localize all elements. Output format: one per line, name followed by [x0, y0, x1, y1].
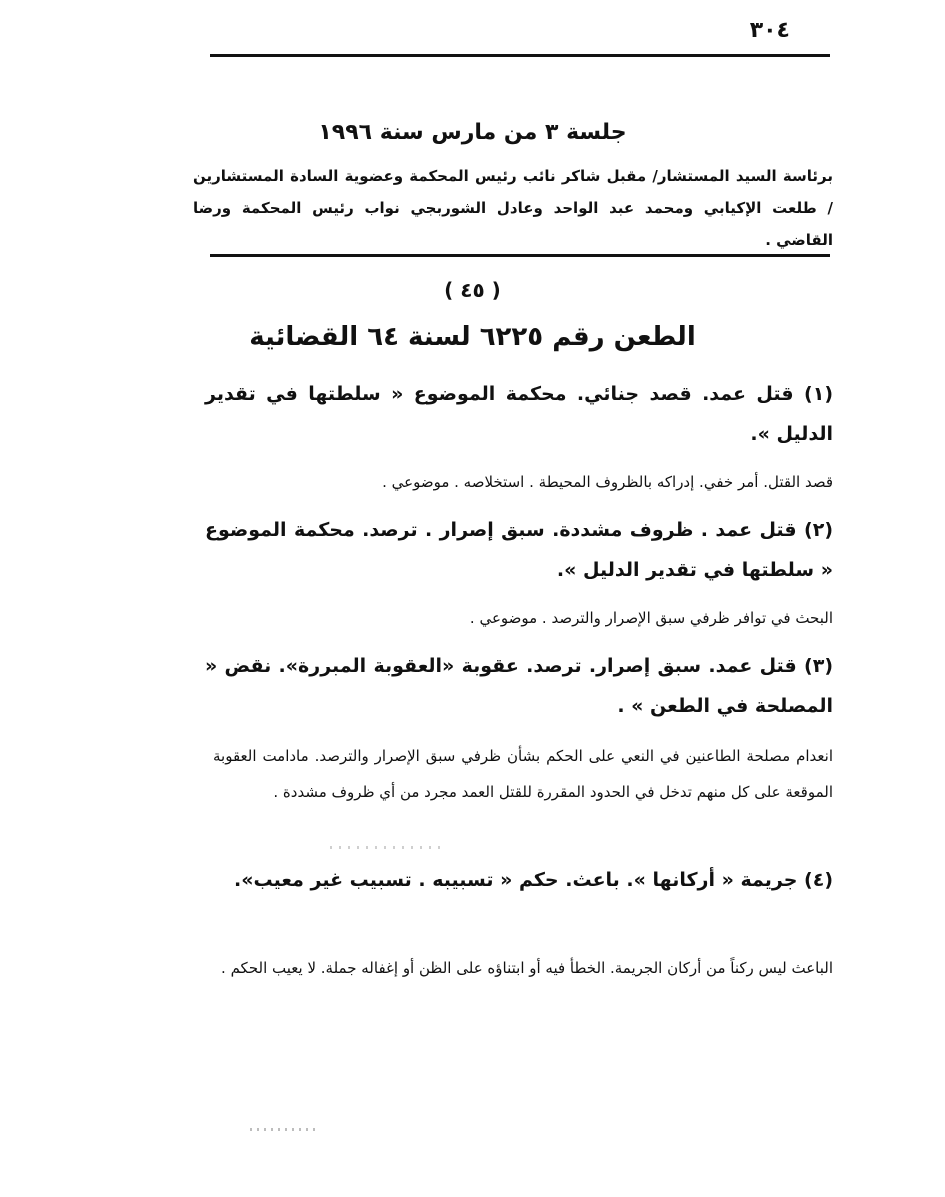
principle-heading-1: (١) قتل عمد. قصد جنائي. محكمة الموضوع « سلطتها في تقدير الدليل ».: [205, 383, 833, 445]
case-number: ( ٤٥ ): [444, 278, 501, 302]
principle-heading-4: (٤) جريمة « أركانها ». باعث. حكم « تسبيبه . تسبيب غير معيب».: [234, 869, 833, 891]
top-divider: [210, 54, 830, 57]
section-divider: [210, 254, 830, 257]
appeal-title: الطعن رقم ٦٢٢٥ لسنة ٦٤ القضائية: [249, 322, 696, 352]
principle-heading-3: (٣) قتل عمد. سبق إصرار. ترصد. عقوبة «العقوبة المبررة». نقض « المصلحة في الطعن » .: [205, 655, 833, 717]
scan-noise: [330, 846, 440, 849]
scan-noise: [250, 1128, 320, 1131]
principle-ruling-4: الباعث ليس ركناً من أركان الجريمة. الخطأ فيه أو ابتناؤه على الظن أو إغفاله جملة. لا يعيب الحكم .: [221, 959, 833, 977]
principle-ruling-2: البحث في توافر ظرفي سبق الإصرار والترصد . موضوعي .: [469, 609, 833, 627]
principle-ruling-1: قصد القتل. أمر خفي. إدراكه بالظروف المحيطة . استخلاصه . موضوعي .: [382, 473, 833, 491]
page-number: ٣٠٤: [749, 18, 790, 43]
principle-heading-2: (٢) قتل عمد . ظروف مشددة. سبق إصرار . ترصد. محكمة الموضوع « سلطتها في تقدير الدليل ».: [205, 519, 833, 581]
session-title: جلسة ٣ من مارس سنة ١٩٩٦: [318, 120, 627, 145]
principle-ruling-3: انعدام مصلحة الطاعنين في النعي على الحكم بشأن ظرفي سبق الإصرار والترصد. مادامت العقوبة الموقعة على كل منهم تدخل في الحدود المقررة للقتل العمد مجرد من أي ظروف مشددة .: [213, 747, 833, 801]
session-presidency: برئاسة السيد المستشار/ مقبل شاكر نائب رئيس المحكمة وعضوية السادة المستشارين / طلعت الإكيابي ومحمد عبد الواحد وعادل الشوربجي نواب رئيس المحكمة ورضا القاضي .: [193, 167, 833, 249]
